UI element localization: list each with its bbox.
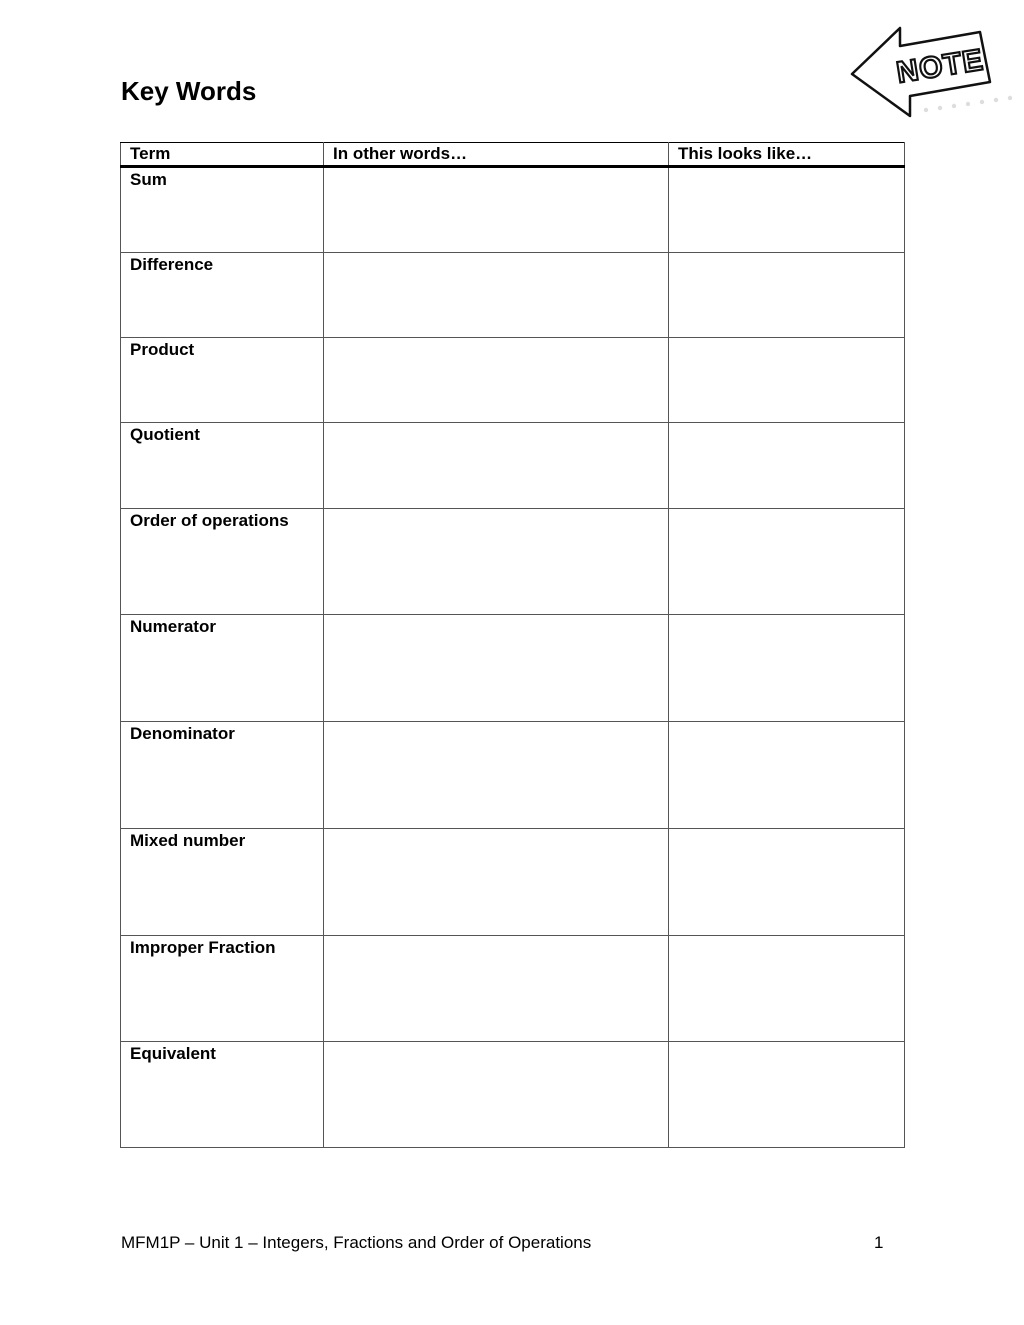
in-other-words-cell[interactable] xyxy=(324,722,669,829)
in-other-words-cell[interactable] xyxy=(324,615,669,722)
in-other-words-cell[interactable] xyxy=(324,167,669,253)
table-row xyxy=(121,338,905,423)
term-cell: Numerator xyxy=(121,615,324,722)
term-cell: Equivalent xyxy=(121,1042,324,1148)
table-row xyxy=(121,167,905,253)
table-row xyxy=(121,253,905,338)
term-cell: Difference xyxy=(121,253,324,338)
table-row xyxy=(121,423,905,509)
table-row xyxy=(121,829,905,936)
column-header-looks-like: This looks like… xyxy=(669,143,905,167)
footer-page-number: 1 xyxy=(874,1233,884,1252)
in-other-words-cell[interactable] xyxy=(324,1042,669,1148)
footer-course-title: MFM1P – Unit 1 – Integers, Fractions and Order of Operations xyxy=(121,1233,592,1252)
looks-like-cell[interactable] xyxy=(669,1042,905,1148)
looks-like-cell[interactable] xyxy=(669,338,905,423)
in-other-words-cell[interactable] xyxy=(324,936,669,1042)
in-other-words-cell[interactable] xyxy=(324,509,669,615)
term-cell: Quotient xyxy=(121,423,324,509)
term-cell: Mixed number xyxy=(121,829,324,936)
table-row xyxy=(121,509,905,615)
table-row xyxy=(121,722,905,829)
page-title: Key Words xyxy=(121,76,257,106)
column-header-term: Term xyxy=(121,143,324,167)
looks-like-cell[interactable] xyxy=(669,936,905,1042)
looks-like-cell[interactable] xyxy=(669,509,905,615)
term-cell: Product xyxy=(121,338,324,423)
in-other-words-cell[interactable] xyxy=(324,829,669,936)
note-arrow-icon xyxy=(848,24,1018,122)
column-header-in-other-words: In other words… xyxy=(324,143,669,167)
in-other-words-cell[interactable] xyxy=(324,338,669,423)
key-words-table xyxy=(120,142,905,1148)
looks-like-cell[interactable] xyxy=(669,722,905,829)
table-row xyxy=(121,1042,905,1148)
in-other-words-cell[interactable] xyxy=(324,253,669,338)
table-row xyxy=(121,615,905,722)
in-other-words-cell[interactable] xyxy=(324,423,669,509)
table-header-row xyxy=(121,143,905,167)
term-cell: Denominator xyxy=(121,722,324,829)
term-cell: Sum xyxy=(121,167,324,253)
term-cell: Improper Fraction xyxy=(121,936,324,1042)
term-cell: Order of operations xyxy=(121,509,324,615)
looks-like-cell[interactable] xyxy=(669,829,905,936)
looks-like-cell[interactable] xyxy=(669,167,905,253)
table-row xyxy=(121,936,905,1042)
looks-like-cell[interactable] xyxy=(669,615,905,722)
note-badge-text: NOTE xyxy=(894,43,986,90)
looks-like-cell[interactable] xyxy=(669,253,905,338)
looks-like-cell[interactable] xyxy=(669,423,905,509)
